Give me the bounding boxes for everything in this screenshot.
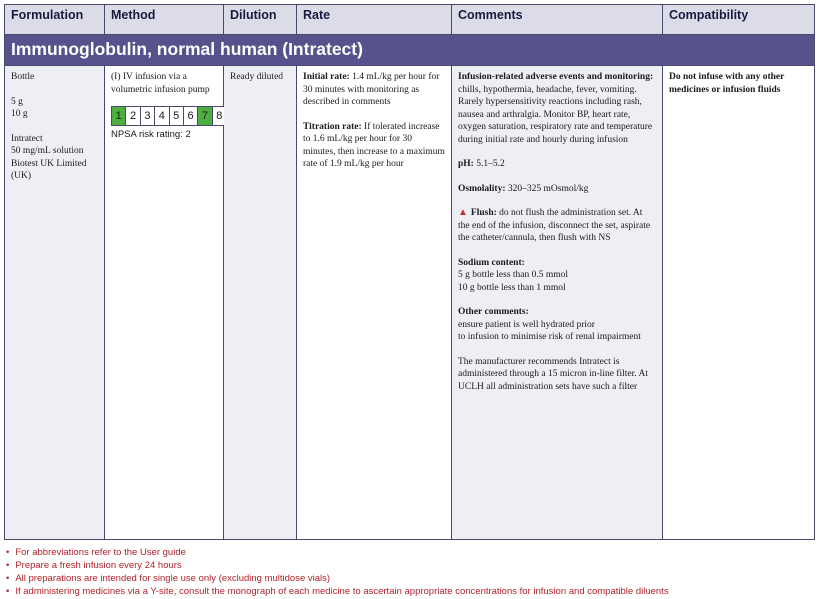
risk-box: 5 (170, 107, 184, 125)
other-line: ensure patient is well hydrated prior (458, 319, 595, 330)
risk-box: 2 (126, 107, 140, 125)
table-body-row (5, 66, 814, 539)
other-comments (458, 306, 656, 344)
warning-icon: ▲ (458, 207, 468, 218)
osmolality-label: Osmolality: (458, 183, 506, 194)
formulation-size-1: 5 g (11, 96, 23, 107)
footnote-item: • If administering medicines via a Y-site, consult the monograph of each medicine to ascertain appropriate concentrations for infusion and compatible diluents (6, 586, 669, 597)
rate-cell (297, 66, 452, 539)
method-cell (105, 66, 224, 539)
compatibility-text: Do not infuse with any other medicines or infusion fluids (669, 72, 785, 95)
formulation-strength: 50 mg/mL solution (11, 146, 84, 156)
formulation-country: (UK) (11, 171, 32, 181)
footnote-item: • For abbreviations refer to the User guide (6, 547, 186, 558)
flush-label: Flush: (470, 208, 497, 218)
compatibility-cell (663, 66, 814, 539)
adverse-text: chills, hypothermia, headache, fever, vomiting. Rarely hypersensitivity reactions including rash, nausea and arthralgia. Monitor BP, heart rate, oxygen saturation, respiratory rate and temperature during initial rate and hourly during infusion (458, 84, 653, 145)
footnote-text: For abbreviations refer to the User guide (15, 547, 186, 558)
header-method: Method (105, 5, 224, 34)
initial-rate-label: Initial rate: (303, 72, 350, 82)
titration-rate-label: Titration rate: (303, 121, 362, 132)
manufacturer-note: The manufacturer recommends Intratect is administered through a 15 micron in-line filter. At UCLH all administration sets have such a filter (458, 356, 648, 392)
other-line: to infusion to minimise risk of renal impairment (458, 332, 641, 342)
sodium-line: 5 g bottle less than 0.5 mmol (458, 270, 569, 280)
footnote-text: Prepare a fresh infusion every 24 hours (15, 560, 182, 571)
risk-box: 7 (198, 107, 212, 125)
ph-text: 5.1–5.2 (473, 159, 505, 169)
ph (458, 158, 656, 171)
footnote-item: • Prepare a fresh infusion every 24 hours (6, 560, 182, 571)
formulation-manufacturer: Biotest UK Limited (11, 158, 87, 169)
drug-title: Immunoglobulin, normal human (Intratect) (5, 35, 814, 66)
titration-rate (303, 121, 445, 171)
risk-rating-boxes (111, 106, 227, 126)
osmolality-text: 320–325 mOsmol/kg (505, 183, 589, 194)
risk-box: 3 (141, 107, 155, 125)
other-label: Other comments: (458, 307, 529, 317)
formulation-size-2: 10 g (11, 109, 28, 119)
footnotes (6, 546, 669, 598)
header-comments: Comments (452, 5, 663, 34)
flush-text: do not flush the administration set. At the end of the infusion, disconnect the set, aspirate the catheter/cannula, then flush with NS (458, 208, 651, 243)
formulation-brand: Intratect (11, 133, 43, 144)
initial-rate (303, 71, 445, 109)
comments-cell (452, 66, 663, 539)
method-text: (I) IV infusion via a volumetric infusion pump (111, 72, 210, 95)
footnote-text: All preparations are intended for single use only (excluding multidose vials) (15, 573, 331, 584)
dilution-text: Ready diluted (230, 72, 284, 82)
adverse-label: Infusion-related adverse events and monitoring: (458, 72, 654, 82)
footnote-item: • All preparations are intended for single use only (excluding multidose vials) (6, 573, 331, 584)
risk-box: 4 (155, 107, 169, 125)
table-header-row (5, 5, 814, 35)
header-dilution: Dilution (224, 5, 297, 34)
header-compatibility: Compatibility (669, 8, 749, 22)
osmolality (458, 183, 656, 196)
header-formulation: Formulation (5, 5, 105, 34)
sodium-line: 10 g bottle less than 1 mmol (458, 282, 566, 293)
footnote-text: If administering medicines via a Y-site, consult the monograph of each medicine to ascertain appropriate concentrations for infusion and compatible diluents (15, 586, 669, 597)
initial-rate-text: 1.4 mL/kg per hour for 30 minutes with monitoring as described in comments (303, 72, 440, 107)
titration-rate-text: If tolerated increase to 1.6 mL/kg per hour for 30 minutes, then increase to a maximum rate of 1.9 mL/kg per hour (303, 121, 445, 169)
npsa-risk-rating: NPSA risk rating: 2 (111, 129, 191, 140)
sodium-label: Sodium content: (458, 257, 525, 268)
formulation-type: Bottle (11, 72, 35, 82)
ph-label: pH: (458, 159, 474, 169)
formulation-cell (5, 66, 105, 539)
dilution-cell (224, 66, 297, 539)
risk-box: 6 (184, 107, 198, 125)
risk-box: 8 (213, 107, 226, 125)
header-rate: Rate (297, 5, 452, 34)
flush (458, 207, 656, 245)
adverse-events (458, 71, 656, 146)
sodium-content (458, 257, 656, 295)
monograph-table (4, 4, 815, 540)
risk-box: 1 (112, 107, 126, 125)
